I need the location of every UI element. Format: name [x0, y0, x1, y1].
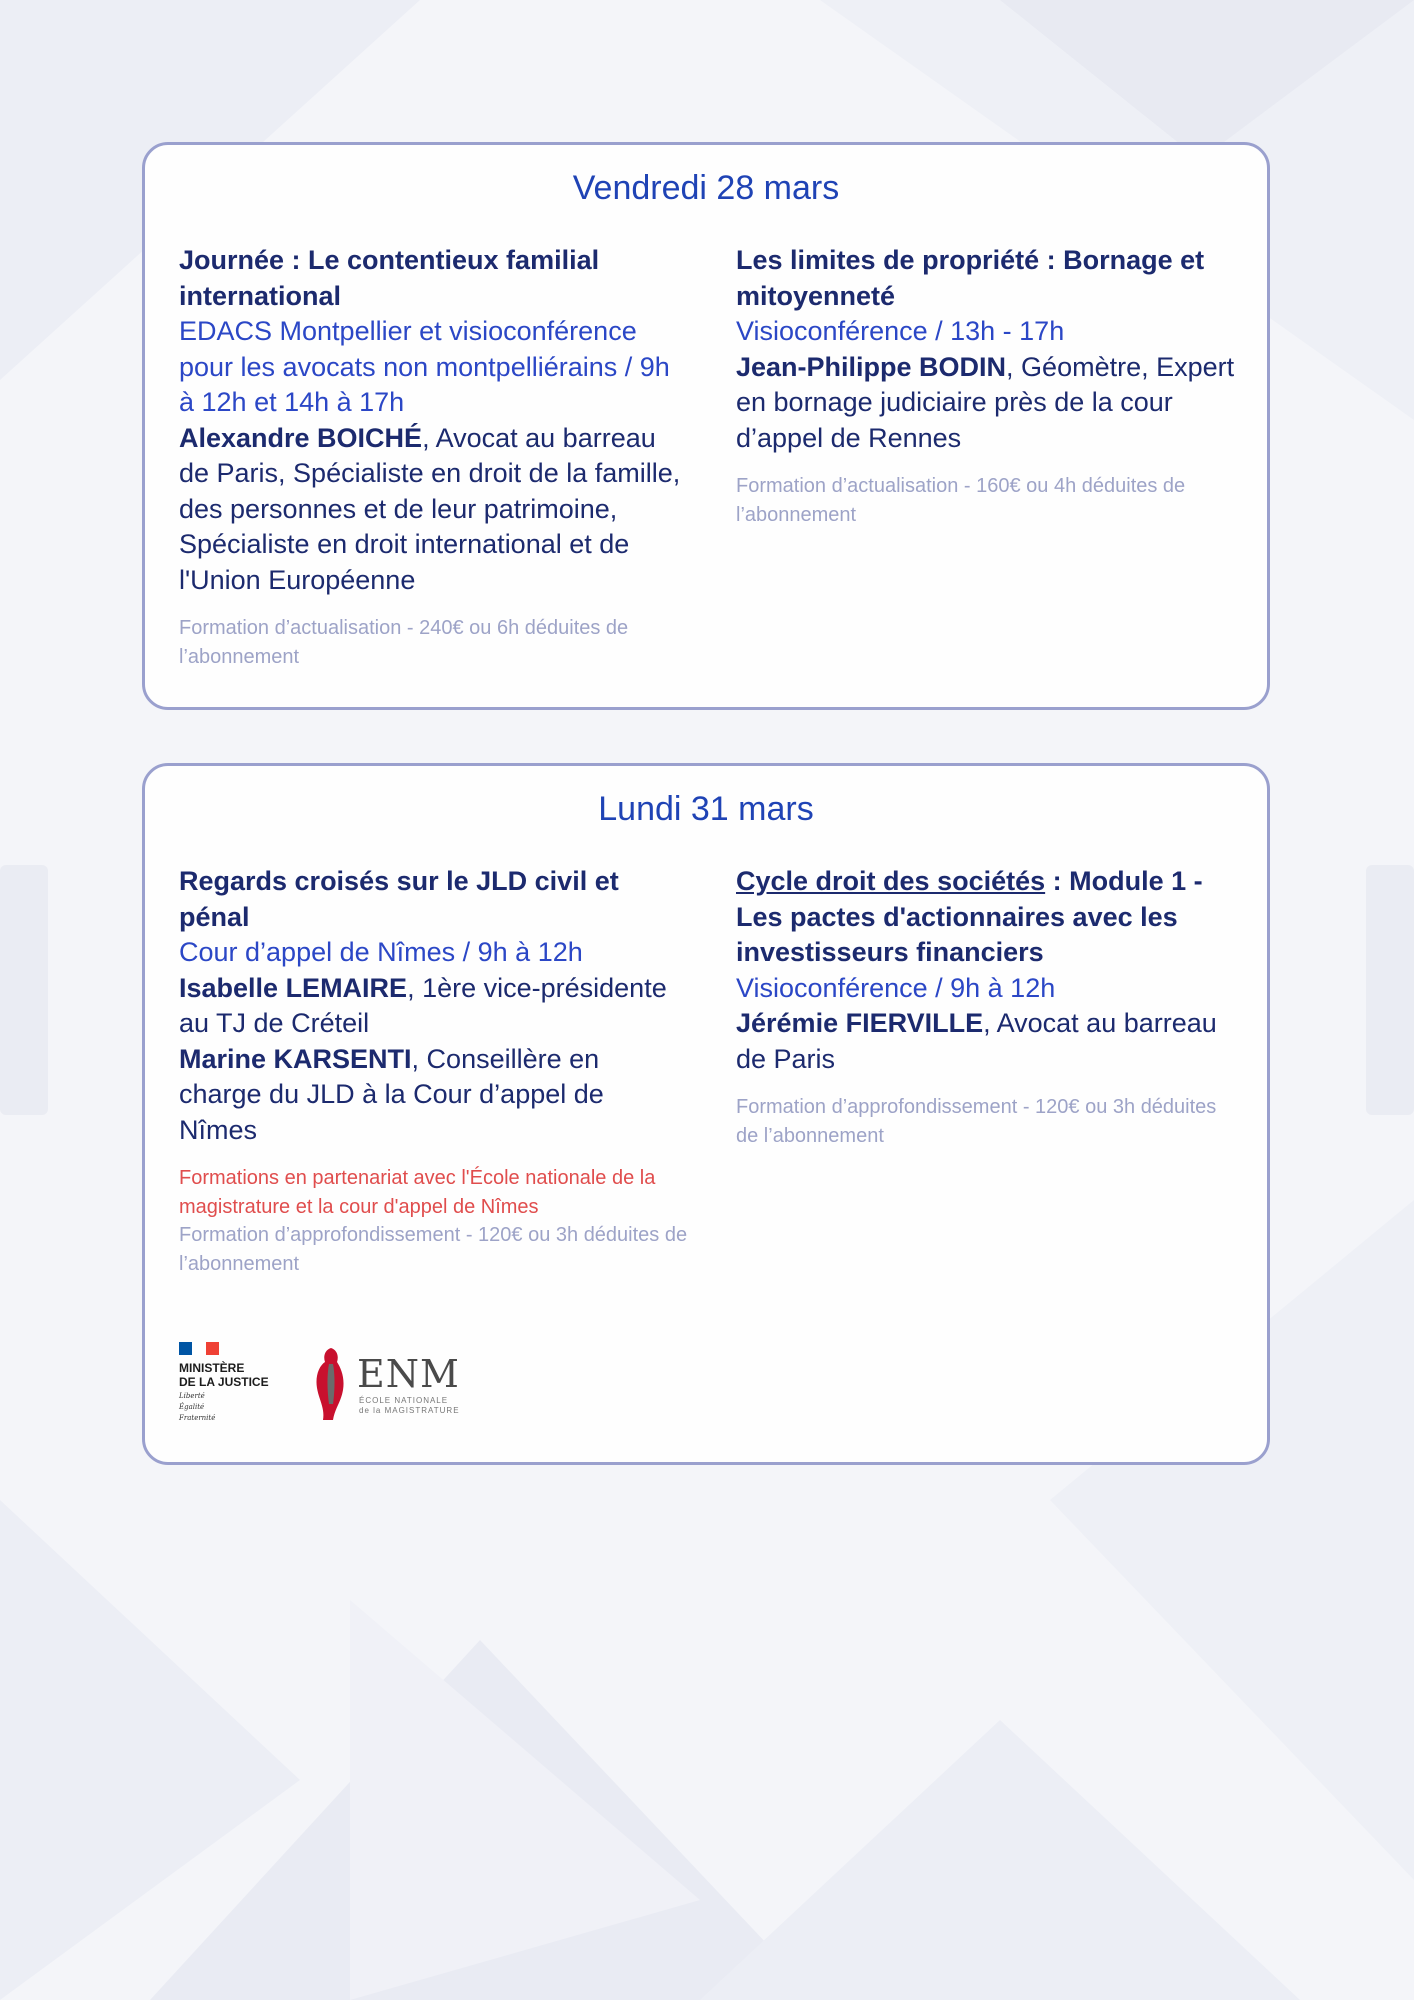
speaker-name: Isabelle LEMAIRE: [179, 972, 408, 1003]
event-title: [736, 864, 1236, 971]
event-place: Visioconférence / 13h - 17h: [736, 316, 1065, 346]
enm-figure-icon: [311, 1346, 353, 1422]
event-speaker: [179, 971, 689, 1042]
ministere-justice-logo: [179, 1342, 289, 1422]
event-place: Visioconférence / 9h à 12h: [736, 972, 1056, 1003]
event-title: Journée : Le contentieux familial international: [179, 245, 600, 311]
enm-wordmark: ENM: [357, 1352, 460, 1396]
mj-motto-2: Égalité: [179, 1403, 205, 1411]
flag-blue: [179, 1342, 192, 1355]
event-note: Formation d’approfondissement - 120€ ou 3h déduites de l’abonnement: [736, 1096, 1217, 1147]
day-heading: Vendredi 28 mars: [572, 169, 840, 207]
partnership-note: Formations en partenariat avec l'École nationale de la magistrature et la cour d'appel de Nîmes: [179, 1167, 656, 1218]
speaker-description: , 1ère vice-présidente au TJ de Créteil: [179, 972, 667, 1038]
speaker-description: , Avocat au barreau de Paris: [736, 1008, 1217, 1074]
event-card-lundi: [142, 763, 1270, 1465]
event-left: [179, 243, 689, 671]
day-heading: Lundi 31 mars: [598, 790, 814, 828]
cycle-link[interactable]: Cycle droit des sociétés: [736, 866, 1046, 896]
event-speaker: [736, 1006, 1236, 1077]
speaker-name: Marine KARSENTI: [179, 1043, 412, 1074]
partner-logos: [179, 1342, 509, 1424]
event-speaker: [179, 1042, 689, 1149]
event-note: Formation d’actualisation - 160€ ou 4h déduites de l’abonnement: [736, 475, 1186, 526]
speaker-name: Jean-Philippe BODIN: [736, 351, 1007, 382]
event-card-vendredi: [142, 142, 1270, 710]
mj-motto-1: Liberté: [179, 1392, 205, 1400]
flag-white: [192, 1342, 205, 1355]
mj-motto-3: Fraternité: [179, 1414, 216, 1422]
event-place: Cour d’appel de Nîmes / 9h à 12h: [179, 937, 583, 967]
french-flag-icon: [179, 1342, 219, 1355]
speaker-name: Alexandre BOICHÉ: [179, 422, 423, 453]
mj-line1: MINISTÈRE: [179, 1361, 245, 1375]
enm-subtitle-1: ÉCOLE NATIONALE: [359, 1396, 449, 1405]
mj-line2: DE LA JUSTICE: [179, 1375, 269, 1389]
speaker-description: , Avocat au barreau de Paris, Spécialiste en droit de la famille, des personnes et de leur patrimoine, Spécialiste en droit international et de l'Union Européenne: [179, 422, 681, 595]
event-left: [179, 864, 689, 1278]
enm-logo: [311, 1342, 481, 1424]
event-title: Regards croisés sur le JLD civil et pénal: [179, 866, 619, 932]
speaker-description: , Conseillère en charge du JLD à la Cour d’appel de Nîmes: [179, 1043, 604, 1145]
event-speaker: [179, 421, 689, 599]
flag-red: [206, 1342, 219, 1355]
event-note: Formation d’approfondissement - 120€ ou 3h déduites de l’abonnement: [179, 1224, 688, 1275]
event-note: Formation d’actualisation - 240€ ou 6h déduites de l’abonnement: [179, 617, 629, 668]
event-right: [736, 864, 1236, 1150]
speaker-name: Jérémie FIERVILLE: [736, 1008, 984, 1038]
event-title: Les limites de propriété : Bornage et mitoyenneté: [736, 245, 1205, 311]
enm-subtitle-2: de la MAGISTRATURE: [359, 1406, 460, 1415]
speaker-description: , Géomètre, Expert en bornage judiciaire près de la cour d’appel de Rennes: [736, 351, 1235, 453]
event-title-rest: : Module 1 - Les pactes d'actionnaires avec les investisseurs financiers: [736, 866, 1203, 967]
event-right: [736, 243, 1236, 529]
event-place: EDACS Montpellier et visioconférence pour les avocats non montpelliérains / 9h à 12h et 14h à 17h: [179, 316, 670, 417]
event-speaker: [736, 350, 1236, 457]
